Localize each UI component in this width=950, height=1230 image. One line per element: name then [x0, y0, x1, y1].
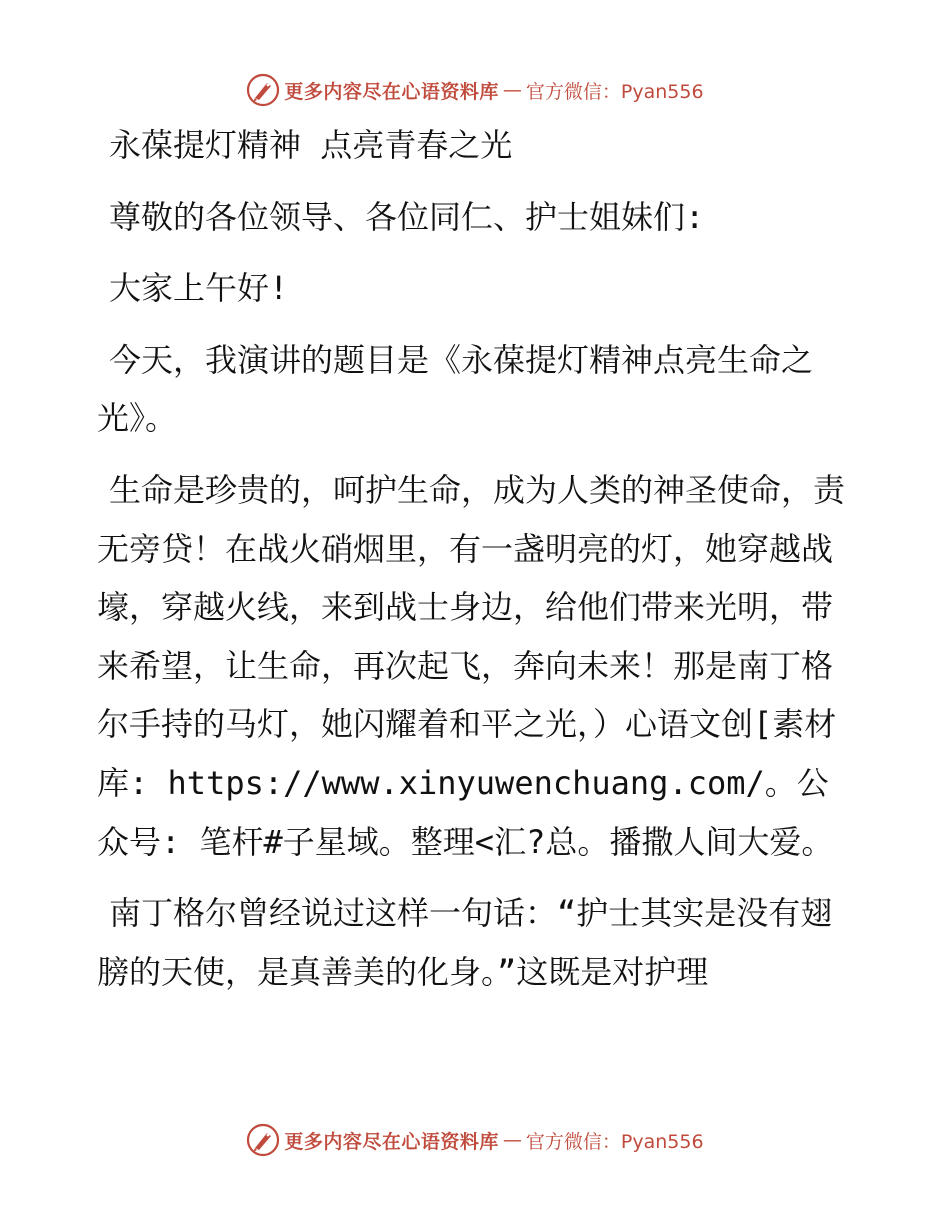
footer-banner — [0, 1120, 950, 1160]
banner-separator: — — [502, 79, 522, 101]
banner-wechat-id: 官方微信：Pyan556 — [525, 80, 704, 103]
paragraph-topic: 今天，我演讲的题目是《永葆提灯精神点亮生命之光》。 — [97, 340, 814, 438]
banner-site-name: 更多内容尽在心语资料库 — [284, 80, 499, 103]
salutation: 尊敬的各位领导、各位同仁、护士姐妹们: — [109, 197, 705, 236]
header-banner — [0, 70, 950, 110]
document-body — [97, 116, 857, 1001]
banner-site-name: 更多内容尽在心语资料库 — [284, 1130, 499, 1153]
greeting: 大家上午好! — [109, 269, 289, 308]
document-title: 永葆提灯精神 点亮青春之光 — [109, 126, 513, 164]
paragraph-life: 生命是珍贵的，呵护生命，成为人类的神圣使命，责无旁贷！在战火硝烟里，有一盏明亮的灯，她穿越战壕，穿越火线，来到战士身边，给他们带来光明，带来希望，让生命，再次起飞，奔向未来！那是南丁格尔手持的马灯，她闪耀着和平之光，）心语文创[素材库: https://www.xinyuwenchuang.com/。公众号: 笔杆#子星域。整理<汇?总。播撒人间大爱。 — [97, 470, 846, 861]
banner-separator: — — [502, 1129, 522, 1151]
pen-nib-logo-icon — [246, 1123, 280, 1157]
paragraph-nightingale-quote: 南丁格尔曾经说过这样一句话：“护士其实是没有翅膀的天使，是真善美的化身。”这既是对护理 — [97, 894, 833, 991]
pen-nib-logo-icon — [246, 73, 280, 107]
banner-wechat-id: 官方微信：Pyan556 — [525, 1130, 704, 1153]
